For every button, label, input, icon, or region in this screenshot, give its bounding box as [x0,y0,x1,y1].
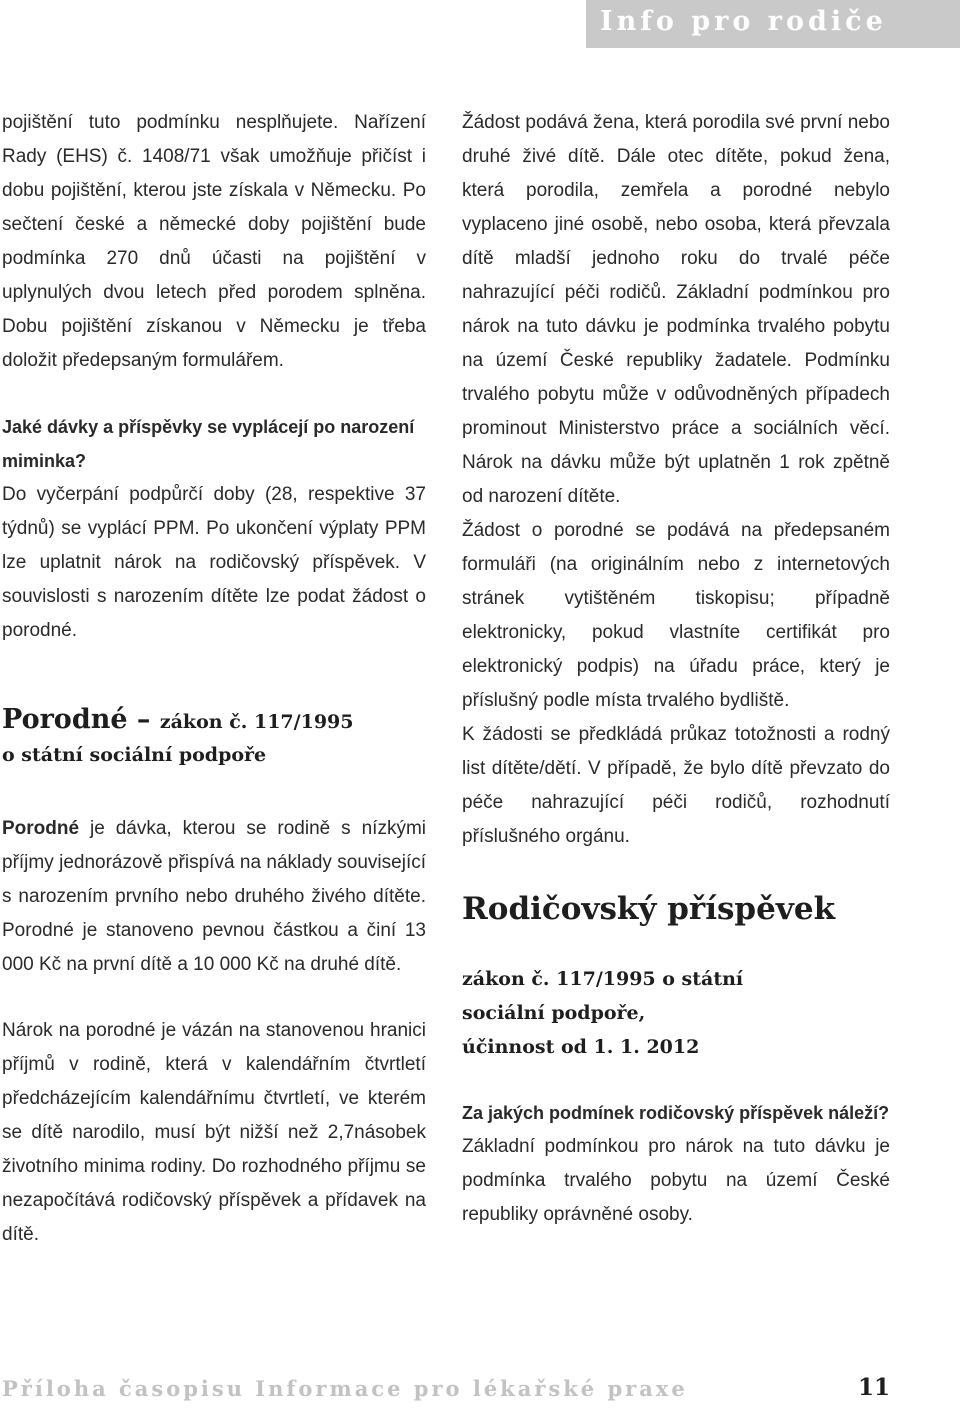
intro-paragraph: pojištění tuto podmínku nesplňujete. Nařízení Rady (EHS) č. 1408/71 však umožňuje přičíst i dobu pojištění, kterou jste získala v Německu. Po sečtení české a německé doby pojištění bude podmínka 270 dnů účasti na pojištění v uplynulých dvou letech před porodem splněna. Dobu pojištění získanou v Německu je třeba doložit předepsaným formulářem. [2,112,426,371]
porodne-law-reference: zákon č. 117/1995 [159,711,354,733]
porodne-law-subtitle: o státní sociální podpoře [2,744,267,766]
porodne-definition-paragraph [2,812,426,982]
rodicovsky-answer-paragraph: Základní podmínkou pro nárok na tuto dávku je podmínka trvalého pobytu na území České republiky oprávněné osoby. [462,1136,890,1225]
rodicovsky-section-title: Rodičovský příspěvek [462,891,836,927]
left-column [2,106,426,1252]
porodne-title-word: Porodné [2,704,128,735]
section-header-tab [586,0,960,48]
porodne-description: je dávka, kterou se rodině s nízkými příjmy jednorázově přispívá na náklady související s narozením prvního nebo druhého živého dítěte. Porodné je stanoveno pevnou částkou a činí 13 000 Kč na první dítě a 10 000 Kč na druhé dítě. [2,818,426,975]
form-paragraph: Žádost o porodné se podává na předepsaném formuláři (na originálním nebo z internetových stránek vytištěném tiskopisu; případně elektronicky, pokud vlastníte certifikát pro elektronický podpis) na úřadu práce, který je příslušný podle místa trvalého bydliště. [462,520,890,711]
income-limit-paragraph: Nárok na porodné je vázán na stanovenou hranici příjmů v rodině, která v kalendářním čtvrtletí předcházejícím kalendářnímu čtvrtletí, ve kterém se dítě narodilo, musí být nižší než 2,7násobek životního minima rodiny. Do rozhodného příjmu se nezapočítává rodičovský příspěvek a přídavek na dítě. [2,1020,426,1245]
rodicovsky-law-line-3: účinnost od 1. 1. 2012 [462,1036,700,1058]
rodicovsky-law-line-1: zákon č. 117/1995 o státní [462,968,744,990]
documents-paragraph: K žádosti se předkládá průkaz totožnosti a rodný list dítěte/dětí. V případě, že bylo dítě převzato do péče nahrazující péči rodičů, rozhodnutí příslušného orgánu. [462,724,890,847]
page-footer [2,1376,890,1408]
page-number: 11 [857,1374,890,1401]
section-label: Info pro rodiče [600,6,887,37]
porodne-term: Porodné [2,818,80,839]
rodicovsky-law-line-2: sociální podpoře, [462,1002,646,1024]
application-paragraph: Žádost podává žena, která porodila své první nebo druhé živé dítě. Dále otec dítěte, pokud žena, která porodila, zemřela a porodné nebylo vyplaceno jiné osobě, nebo osoba, která převzala dítě mladší jednoho roku do trvalé péče nahrazující péči rodičů. Základní podmínkou pro nárok na tuto dávku je podmínka trvalého pobytu na území České republiky žadatele. Podmínku trvalého pobytu může v odůvodněných případech prominout Ministerstvo práce a sociálních věcí. Nárok na dávku může být uplatněn 1 rok zpětně od narození dítěte. [462,112,890,507]
porodne-section-title [2,702,426,740]
rodicovsky-question-heading: Za jakých podmínek rodičovský příspěvek náleží? [462,1103,890,1123]
right-column [462,106,890,1232]
benefits-answer-paragraph: Do vyčerpání podpůrčí doby (28, respektive 37 týdnů) se vyplácí PPM. Po ukončení výplaty PPM lze uplatnit nárok na rodičovský příspěvek. V souvislosti s narozením dítěte lze podat žádost o porodné. [2,484,426,641]
porodne-title-dash: – [127,704,160,735]
footer-publication-title: Příloha časopisu Informace pro lékařské praxe [2,1376,688,1401]
benefits-question-heading: Jaké dávky a příspěvky se vyplácejí po narození miminka? [2,417,415,471]
